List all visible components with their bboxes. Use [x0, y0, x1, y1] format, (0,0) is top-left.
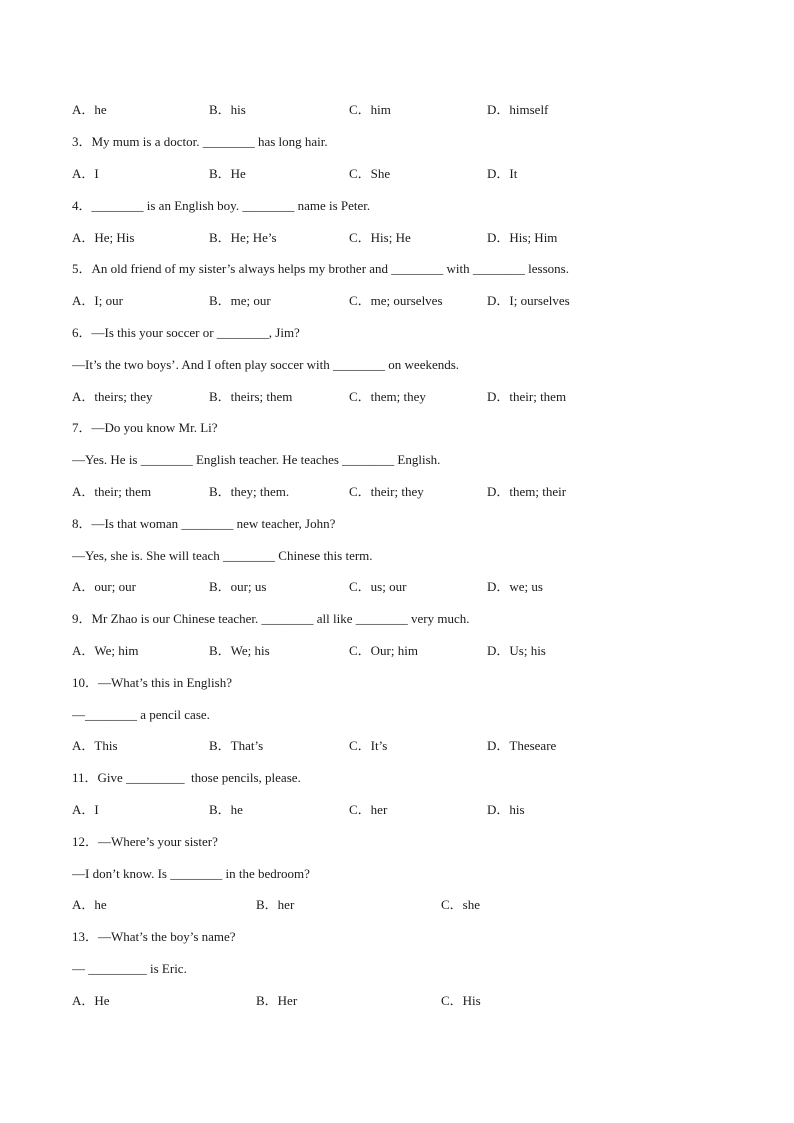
question-reply: —Yes, she is. She will teach ________ Chinese this term.	[72, 548, 373, 563]
option-c: C．She	[349, 166, 391, 181]
question-reply: —I don’t know. Is ________ in the bedroom?	[72, 866, 310, 881]
option-b: B．theirs; them	[209, 389, 293, 404]
option-a: A．their; them	[72, 484, 152, 499]
option-a: A．This	[72, 738, 118, 753]
option-a: A．I	[72, 802, 99, 817]
option-a: A．theirs; they	[72, 389, 153, 404]
option-d: D．It	[487, 166, 518, 181]
question-text: 5．An old friend of my sister’s always helps my brother and ________ with ________ lessons.	[72, 261, 569, 276]
option-b: B．they; them.	[209, 484, 290, 499]
option-b: B．our; us	[209, 579, 267, 594]
option-a: A．he	[72, 102, 107, 117]
question-text: 12．—Where’s your sister?	[72, 834, 218, 849]
option-b: B．We; his	[209, 643, 270, 658]
question-reply: —________ a pencil case.	[72, 707, 210, 722]
question-text: 3．My mum is a doctor. ________ has long hair.	[72, 134, 328, 149]
question-text: 8．—Is that woman ________ new teacher, John?	[72, 516, 336, 531]
option-a: A．We; him	[72, 643, 139, 658]
option-b: B．He; He’s	[209, 230, 277, 245]
option-c: C．them; they	[349, 389, 426, 404]
option-a: A．He; His	[72, 230, 135, 245]
option-d: D．His; Him	[487, 230, 558, 245]
option-c: C．me; ourselves	[349, 293, 443, 308]
option-c: C．him	[349, 102, 391, 117]
option-c: C．their; they	[349, 484, 424, 499]
option-c: C．she	[441, 897, 481, 912]
option-d: D．I; ourselves	[487, 293, 570, 308]
option-b: B．his	[209, 102, 246, 117]
option-b: B．me; our	[209, 293, 271, 308]
option-b: B．He	[209, 166, 246, 181]
option-a: A．I; our	[72, 293, 123, 308]
option-a: A．our; our	[72, 579, 136, 594]
option-a: A．I	[72, 166, 99, 181]
option-d: D．their; them	[487, 389, 567, 404]
option-d: D．Theseare	[487, 738, 557, 753]
question-text: 11．Give _________ those pencils, please.	[72, 770, 301, 785]
question-text: 4．________ is an English boy. ________ name is Peter.	[72, 198, 371, 213]
question-text: 9．Mr Zhao is our Chinese teacher. ________ all like ________ very much.	[72, 611, 470, 626]
option-c: C．It’s	[349, 738, 388, 753]
option-c: C．us; our	[349, 579, 407, 594]
option-b: B．her	[256, 897, 295, 912]
option-d: D．Us; his	[487, 643, 546, 658]
question-reply: — _________ is Eric.	[72, 961, 187, 976]
option-c: C．Our; him	[349, 643, 418, 658]
option-d: D．himself	[487, 102, 549, 117]
question-reply: —Yes. He is ________ English teacher. He teaches ________ English.	[72, 452, 441, 467]
option-b: B．Her	[256, 993, 298, 1008]
option-a: A．He	[72, 993, 110, 1008]
option-b: B．That’s	[209, 738, 264, 753]
option-c: C．her	[349, 802, 388, 817]
question-reply: —It’s the two boys’. And I often play soccer with ________ on weekends.	[72, 357, 460, 372]
option-d: D．them; their	[487, 484, 567, 499]
option-b: B．he	[209, 802, 243, 817]
question-text: 13．—What’s the boy’s name?	[72, 929, 236, 944]
question-text: 10．—What’s this in English?	[72, 675, 232, 690]
option-d: D．we; us	[487, 579, 543, 594]
option-c: C．His	[441, 993, 481, 1008]
question-text: 6．—Is this your soccer or ________, Jim?	[72, 325, 300, 340]
option-c: C．His; He	[349, 230, 411, 245]
option-a: A．he	[72, 897, 107, 912]
option-d: D．his	[487, 802, 525, 817]
question-text: 7．—Do you know Mr. Li?	[72, 420, 218, 435]
